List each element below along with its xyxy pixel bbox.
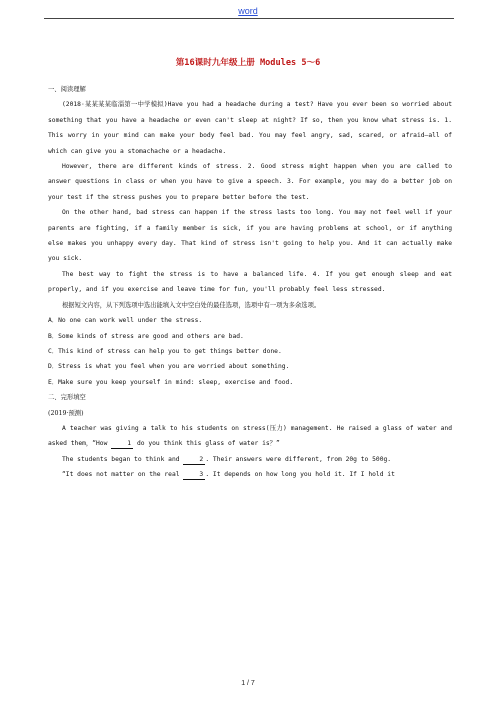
blank-1: 1 (111, 439, 133, 449)
document-body (48, 82, 452, 483)
cloze-p1-text-b: do you think this glass of water is？” (133, 440, 280, 448)
page-number: 1 / 7 (241, 680, 255, 687)
option-d: D．Stress is what you feel when you are worried about something. (48, 363, 290, 371)
option-c: C．This kind of stress can help you to get things better done. (48, 347, 282, 355)
cloze-p3-text-b: . It depends on how long you hold it. If I hold it (205, 471, 395, 479)
cloze-p1-text-a: A teacher was giving a talk to his students on stress(压力) management. He raised a glass of water and asked them，“How (48, 424, 452, 448)
cloze-source: (2019·预测) (48, 409, 84, 417)
blank-2: 2 (183, 455, 205, 465)
cloze-p2-text-a: The students began to think and (62, 455, 184, 463)
section-heading-reading: 一、阅读理解 (48, 86, 86, 93)
section-heading-cloze: 二、完形填空 (48, 394, 86, 402)
reading-paragraph-4: The best way to fight the stress is to have a balanced life. 4. If you get enough sleep and eat properly, and if you exercise and leave time for fun, you'll probably feel less stressed. (48, 270, 452, 294)
cloze-paragraph-2 (48, 452, 452, 467)
cloze-paragraph-1 (48, 421, 452, 452)
cloze-paragraph-3 (48, 467, 452, 482)
option-a: A．No one can work well under the stress. (48, 317, 203, 325)
reading-paragraph-3: On the other hand, bad stress can happen if the stress lasts too long. You may not feel well if your parents are fighting, if a family member is sick, if you are having problems at school, or if anything else makes you unhappy every day. That kind of stress isn't going to help you. And it can actually make you sick. (48, 209, 452, 263)
blank-3: 3 (183, 470, 205, 480)
option-b: B．Some kinds of stress are good and others are bad. (48, 332, 244, 340)
reading-paragraph-1-text: Have you had a headache during a test? Have you ever been so worried about something that you have a headache or even can't sleep at night? If so, then you know what stress is. 1. This worry in your mind can make your body feel bad. You may feel angry, sad, scared, or afraid—all of which can give you a stomachache or a headache. (48, 101, 452, 155)
reading-source: (2018·某某某某临淄第一中学模拟) (62, 101, 168, 109)
reading-paragraph-2: However, there are different kinds of stress. 2. Good stress might happen when you are called to answer questions in class or when you have to give a speech. 3. For example, you may do a better job on your test if the stress pushes you to prepare better before the test. (48, 163, 452, 201)
page-title: 第16课时九年级上册 Modules 5～6 (175, 58, 321, 68)
cloze-p2-text-b: . Their answers were different, from 20g to 500g. (205, 455, 392, 463)
reading-paragraph-1 (48, 97, 452, 159)
header-word-link[interactable]: word (238, 6, 258, 16)
option-e: E．Make sure you keep yourself in mind: sleep, exercise and food. (48, 378, 294, 386)
instruction-text: 根据短文内容，从下列选项中选出能填入文中空白处的最佳选项，选项中有一项为多余选项。 (62, 301, 321, 309)
header-rule (44, 18, 454, 19)
cloze-p3-text-a: “It does not matter on the real (62, 471, 184, 479)
